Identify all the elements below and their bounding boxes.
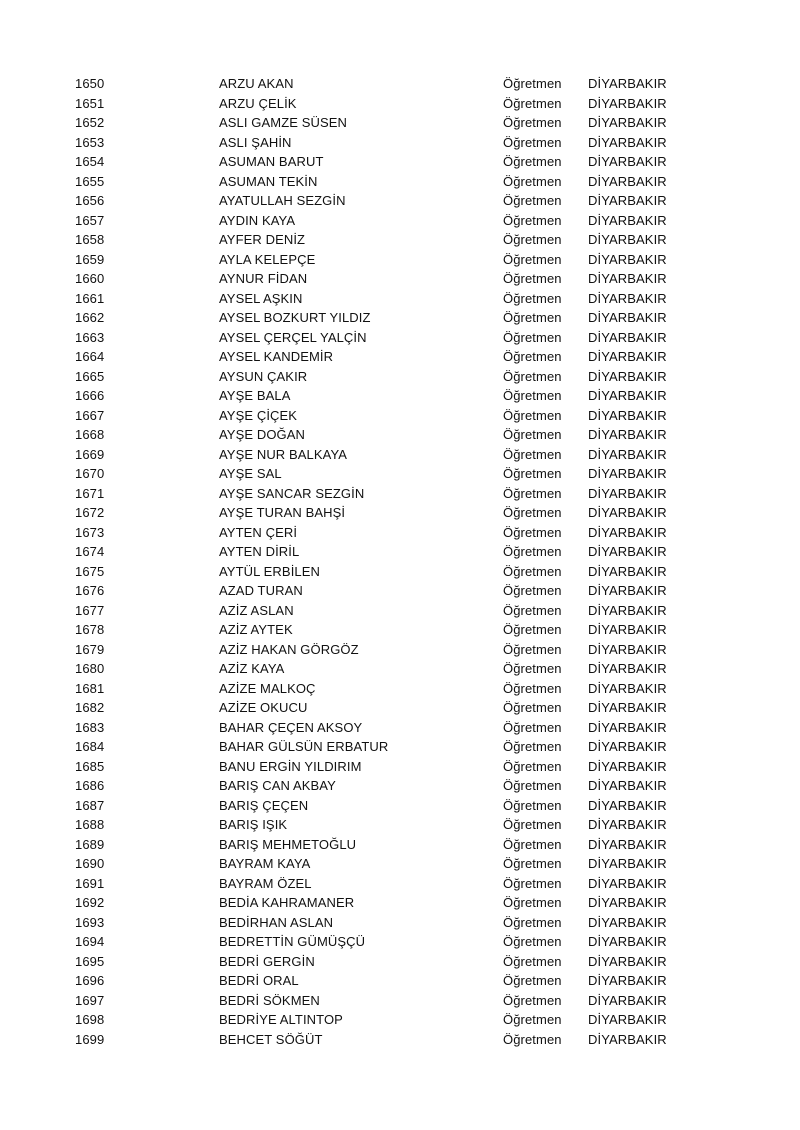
list-item — [0, 425, 800, 445]
person-name: AZİZ HAKAN GÖRGÖZ — [219, 641, 359, 657]
list-item — [0, 835, 800, 855]
list-item — [0, 562, 800, 582]
occupation: Öğretmen — [503, 466, 562, 481]
occupation: Öğretmen — [503, 797, 562, 813]
row-number: 1678 — [75, 622, 105, 637]
city-name: DİYARBAKIR — [588, 154, 667, 169]
occupation: Öğretmen — [503, 446, 562, 462]
occupation: Öğretmen — [503, 739, 562, 754]
list-item — [0, 367, 800, 387]
occupation: Öğretmen — [503, 193, 562, 208]
list-item — [0, 913, 800, 933]
city-name: DİYARBAKIR — [588, 173, 667, 189]
row-number: 1688 — [75, 817, 105, 832]
occupation: Öğretmen — [503, 680, 562, 696]
occupation: Öğretmen — [503, 232, 562, 247]
occupation: Öğretmen — [503, 992, 562, 1008]
list-item — [0, 874, 800, 894]
row-number: 1679 — [75, 641, 105, 657]
list-item — [0, 757, 800, 777]
person-name: BEDRİ SÖKMEN — [219, 992, 320, 1008]
city-name: DİYARBAKIR — [588, 661, 667, 676]
list-item — [0, 854, 800, 874]
list-item — [0, 74, 800, 94]
person-name: AZİZ AYTEK — [219, 622, 293, 637]
row-number: 1669 — [75, 446, 105, 462]
list-item — [0, 581, 800, 601]
row-number: 1667 — [75, 407, 105, 423]
row-number: 1677 — [75, 602, 105, 618]
row-number: 1659 — [75, 251, 105, 267]
row-number: 1666 — [75, 388, 105, 403]
occupation: Öğretmen — [503, 134, 562, 150]
list-item — [0, 152, 800, 172]
row-number: 1693 — [75, 914, 105, 930]
row-number: 1699 — [75, 1031, 105, 1047]
person-name: BARIŞ CAN AKBAY — [219, 778, 336, 793]
city-name: DİYARBAKIR — [588, 700, 667, 715]
row-number: 1670 — [75, 466, 105, 481]
city-name: DİYARBAKIR — [588, 1031, 667, 1047]
city-name: DİYARBAKIR — [588, 193, 667, 208]
list-item — [0, 601, 800, 621]
person-name: ASLI ŞAHİN — [219, 134, 292, 150]
list-item — [0, 620, 800, 640]
row-number: 1664 — [75, 349, 105, 364]
city-name: DİYARBAKIR — [588, 973, 667, 988]
person-name: AYŞE SANCAR SEZGİN — [219, 485, 365, 501]
list-item — [0, 386, 800, 406]
list-item — [0, 289, 800, 309]
person-name: AYŞE TURAN BAHŞİ — [219, 505, 346, 520]
row-number: 1694 — [75, 934, 105, 949]
occupation: Öğretmen — [503, 602, 562, 618]
occupation: Öğretmen — [503, 563, 562, 579]
occupation: Öğretmen — [503, 719, 562, 735]
person-name: BANU ERGİN YILDIRIM — [219, 758, 362, 774]
list-item — [0, 503, 800, 523]
person-name: BEHCET SÖĞÜT — [219, 1031, 323, 1047]
list-item — [0, 952, 800, 972]
occupation: Öğretmen — [503, 544, 562, 559]
city-name: DİYARBAKIR — [588, 290, 667, 306]
city-name: DİYARBAKIR — [588, 739, 667, 754]
occupation: Öğretmen — [503, 95, 562, 111]
occupation: Öğretmen — [503, 778, 562, 793]
person-name: AYSEL AŞKIN — [219, 290, 303, 306]
list-item — [0, 1010, 800, 1030]
list-item — [0, 815, 800, 835]
person-name: ASUMAN BARUT — [219, 154, 324, 169]
row-number: 1652 — [75, 115, 105, 130]
city-name: DİYARBAKIR — [588, 934, 667, 949]
occupation: Öğretmen — [503, 154, 562, 169]
city-name: DİYARBAKIR — [588, 115, 667, 130]
occupation: Öğretmen — [503, 583, 562, 598]
list-item — [0, 347, 800, 367]
city-name: DİYARBAKIR — [588, 388, 667, 403]
occupation: Öğretmen — [503, 817, 562, 832]
occupation: Öğretmen — [503, 251, 562, 267]
occupation: Öğretmen — [503, 427, 562, 442]
city-name: DİYARBAKIR — [588, 524, 667, 540]
list-item — [0, 308, 800, 328]
person-name: BAHAR GÜLSÜN ERBATUR — [219, 739, 389, 754]
person-name: BEDİA KAHRAMANER — [219, 895, 355, 910]
row-number: 1657 — [75, 212, 105, 228]
person-name: AZİZ ASLAN — [219, 602, 294, 618]
occupation: Öğretmen — [503, 914, 562, 930]
person-name: AYŞE NUR BALKAYA — [219, 446, 348, 462]
row-number: 1674 — [75, 544, 105, 559]
person-name: AYSUN ÇAKIR — [219, 368, 308, 384]
occupation: Öğretmen — [503, 1012, 562, 1027]
city-name: DİYARBAKIR — [588, 76, 667, 91]
city-name: DİYARBAKIR — [588, 349, 667, 364]
row-number: 1697 — [75, 992, 105, 1008]
city-name: DİYARBAKIR — [588, 310, 667, 325]
row-number: 1684 — [75, 739, 105, 754]
occupation: Öğretmen — [503, 310, 562, 325]
person-name: BARIŞ ÇEÇEN — [219, 797, 309, 813]
list-item — [0, 484, 800, 504]
city-name: DİYARBAKIR — [588, 856, 667, 871]
row-number: 1695 — [75, 953, 105, 969]
city-name: DİYARBAKIR — [588, 466, 667, 481]
city-name: DİYARBAKIR — [588, 329, 667, 345]
person-name: BARIŞ IŞIK — [219, 817, 288, 832]
occupation: Öğretmen — [503, 115, 562, 130]
occupation: Öğretmen — [503, 758, 562, 774]
person-name: ARZU AKAN — [219, 76, 294, 91]
occupation: Öğretmen — [503, 212, 562, 228]
list-item — [0, 94, 800, 114]
city-name: DİYARBAKIR — [588, 505, 667, 520]
person-name: AYSEL ÇERÇEL YALÇİN — [219, 329, 367, 345]
list-item — [0, 464, 800, 484]
city-name: DİYARBAKIR — [588, 914, 667, 930]
row-number: 1680 — [75, 661, 105, 676]
row-number: 1653 — [75, 134, 105, 150]
occupation: Öğretmen — [503, 875, 562, 891]
person-name: ASLI GAMZE SÜSEN — [219, 115, 348, 130]
occupation: Öğretmen — [503, 329, 562, 345]
list-item — [0, 971, 800, 991]
person-name: AYTÜL ERBİLEN — [219, 563, 320, 579]
person-name: AYATULLAH SEZGİN — [219, 193, 346, 208]
list-item — [0, 328, 800, 348]
row-number: 1685 — [75, 758, 105, 774]
person-name: BEDRİ GERGİN — [219, 953, 315, 969]
occupation: Öğretmen — [503, 953, 562, 969]
occupation: Öğretmen — [503, 836, 562, 852]
list-item — [0, 776, 800, 796]
city-name: DİYARBAKIR — [588, 583, 667, 598]
person-name: BEDİRHAN ASLAN — [219, 914, 334, 930]
row-number: 1675 — [75, 563, 105, 579]
person-name: AZİZ KAYA — [219, 661, 285, 676]
row-number: 1681 — [75, 680, 105, 696]
row-number: 1662 — [75, 310, 105, 325]
occupation: Öğretmen — [503, 641, 562, 657]
occupation: Öğretmen — [503, 368, 562, 384]
city-name: DİYARBAKIR — [588, 817, 667, 832]
person-name: AYFER DENİZ — [219, 232, 306, 247]
city-name: DİYARBAKIR — [588, 1012, 667, 1027]
occupation: Öğretmen — [503, 973, 562, 988]
row-number: 1690 — [75, 856, 105, 871]
row-number: 1668 — [75, 427, 105, 442]
city-name: DİYARBAKIR — [588, 95, 667, 111]
person-name: AZİZE OKUCU — [219, 700, 308, 715]
occupation: Öğretmen — [503, 856, 562, 871]
city-name: DİYARBAKIR — [588, 836, 667, 852]
list-item — [0, 523, 800, 543]
list-item — [0, 640, 800, 660]
person-name: BEDRETTİN GÜMÜŞÇÜ — [219, 934, 366, 949]
list-item — [0, 796, 800, 816]
list-item — [0, 718, 800, 738]
list-item — [0, 250, 800, 270]
person-name: AYTEN ÇERİ — [219, 524, 298, 540]
row-number: 1660 — [75, 271, 105, 286]
city-name: DİYARBAKIR — [588, 953, 667, 969]
list-item — [0, 445, 800, 465]
city-name: DİYARBAKIR — [588, 134, 667, 150]
occupation: Öğretmen — [503, 76, 562, 91]
person-name: BEDRİ ORAL — [219, 973, 299, 988]
city-name: DİYARBAKIR — [588, 895, 667, 910]
row-number: 1696 — [75, 973, 105, 988]
row-number: 1665 — [75, 368, 105, 384]
person-name: AYŞE DOĞAN — [219, 427, 306, 442]
occupation: Öğretmen — [503, 505, 562, 520]
list-item — [0, 230, 800, 250]
occupation: Öğretmen — [503, 485, 562, 501]
city-name: DİYARBAKIR — [588, 719, 667, 735]
occupation: Öğretmen — [503, 700, 562, 715]
row-number: 1683 — [75, 719, 105, 735]
row-number: 1682 — [75, 700, 105, 715]
row-number: 1661 — [75, 290, 105, 306]
city-name: DİYARBAKIR — [588, 680, 667, 696]
list-item — [0, 659, 800, 679]
list-item — [0, 211, 800, 231]
city-name: DİYARBAKIR — [588, 232, 667, 247]
person-name: AYNUR FİDAN — [219, 271, 308, 286]
person-name: AYSEL KANDEMİR — [219, 349, 334, 364]
list-item — [0, 172, 800, 192]
occupation: Öğretmen — [503, 271, 562, 286]
occupation: Öğretmen — [503, 290, 562, 306]
person-name: AZAD TURAN — [219, 583, 303, 598]
city-name: DİYARBAKIR — [588, 778, 667, 793]
row-number: 1650 — [75, 76, 105, 91]
occupation: Öğretmen — [503, 407, 562, 423]
list-item — [0, 991, 800, 1011]
city-name: DİYARBAKIR — [588, 641, 667, 657]
person-name: BEDRİYE ALTINTOP — [219, 1012, 343, 1027]
person-name: AYŞE BALA — [219, 388, 291, 403]
occupation: Öğretmen — [503, 622, 562, 637]
city-name: DİYARBAKIR — [588, 485, 667, 501]
row-number: 1654 — [75, 154, 105, 169]
list-item — [0, 679, 800, 699]
list-item — [0, 406, 800, 426]
row-number: 1698 — [75, 1012, 105, 1027]
city-name: DİYARBAKIR — [588, 368, 667, 384]
occupation: Öğretmen — [503, 388, 562, 403]
row-number: 1655 — [75, 173, 105, 189]
occupation: Öğretmen — [503, 173, 562, 189]
person-name: BAHAR ÇEÇEN AKSOY — [219, 719, 363, 735]
person-name: ASUMAN TEKİN — [219, 173, 318, 189]
person-name: BAYRAM KAYA — [219, 856, 311, 871]
occupation: Öğretmen — [503, 661, 562, 676]
row-number: 1672 — [75, 505, 105, 520]
row-number: 1692 — [75, 895, 105, 910]
city-name: DİYARBAKIR — [588, 622, 667, 637]
occupation: Öğretmen — [503, 934, 562, 949]
row-number: 1691 — [75, 875, 105, 891]
row-number: 1671 — [75, 485, 105, 501]
row-number: 1676 — [75, 583, 105, 598]
row-number: 1658 — [75, 232, 105, 247]
record-list — [0, 74, 800, 1049]
city-name: DİYARBAKIR — [588, 992, 667, 1008]
city-name: DİYARBAKIR — [588, 797, 667, 813]
city-name: DİYARBAKIR — [588, 544, 667, 559]
city-name: DİYARBAKIR — [588, 758, 667, 774]
person-name: BARIŞ MEHMETOĞLU — [219, 836, 357, 852]
list-item — [0, 698, 800, 718]
person-name: AYDIN KAYA — [219, 212, 296, 228]
list-item — [0, 542, 800, 562]
list-item — [0, 133, 800, 153]
city-name: DİYARBAKIR — [588, 271, 667, 286]
person-name: AZİZE MALKOÇ — [219, 680, 316, 696]
row-number: 1663 — [75, 329, 105, 345]
list-item — [0, 1030, 800, 1050]
row-number: 1689 — [75, 836, 105, 852]
city-name: DİYARBAKIR — [588, 212, 667, 228]
city-name: DİYARBAKIR — [588, 602, 667, 618]
person-name: AYLA KELEPÇE — [219, 251, 316, 267]
person-name: AYTEN DİRİL — [219, 544, 300, 559]
person-name: AYSEL BOZKURT YILDIZ — [219, 310, 371, 325]
person-name: ARZU ÇELİK — [219, 95, 297, 111]
list-item — [0, 191, 800, 211]
row-number: 1656 — [75, 193, 105, 208]
person-name: AYŞE SAL — [219, 466, 282, 481]
occupation: Öğretmen — [503, 1031, 562, 1047]
list-item — [0, 269, 800, 289]
list-item — [0, 893, 800, 913]
row-number: 1673 — [75, 524, 105, 540]
list-item — [0, 737, 800, 757]
city-name: DİYARBAKIR — [588, 446, 667, 462]
occupation: Öğretmen — [503, 895, 562, 910]
city-name: DİYARBAKIR — [588, 407, 667, 423]
row-number: 1686 — [75, 778, 105, 793]
person-name: BAYRAM ÖZEL — [219, 875, 312, 891]
row-number: 1651 — [75, 95, 105, 111]
city-name: DİYARBAKIR — [588, 875, 667, 891]
city-name: DİYARBAKIR — [588, 563, 667, 579]
occupation: Öğretmen — [503, 524, 562, 540]
city-name: DİYARBAKIR — [588, 427, 667, 442]
list-item — [0, 113, 800, 133]
occupation: Öğretmen — [503, 349, 562, 364]
list-item — [0, 932, 800, 952]
person-name: AYŞE ÇİÇEK — [219, 407, 298, 423]
row-number: 1687 — [75, 797, 105, 813]
city-name: DİYARBAKIR — [588, 251, 667, 267]
